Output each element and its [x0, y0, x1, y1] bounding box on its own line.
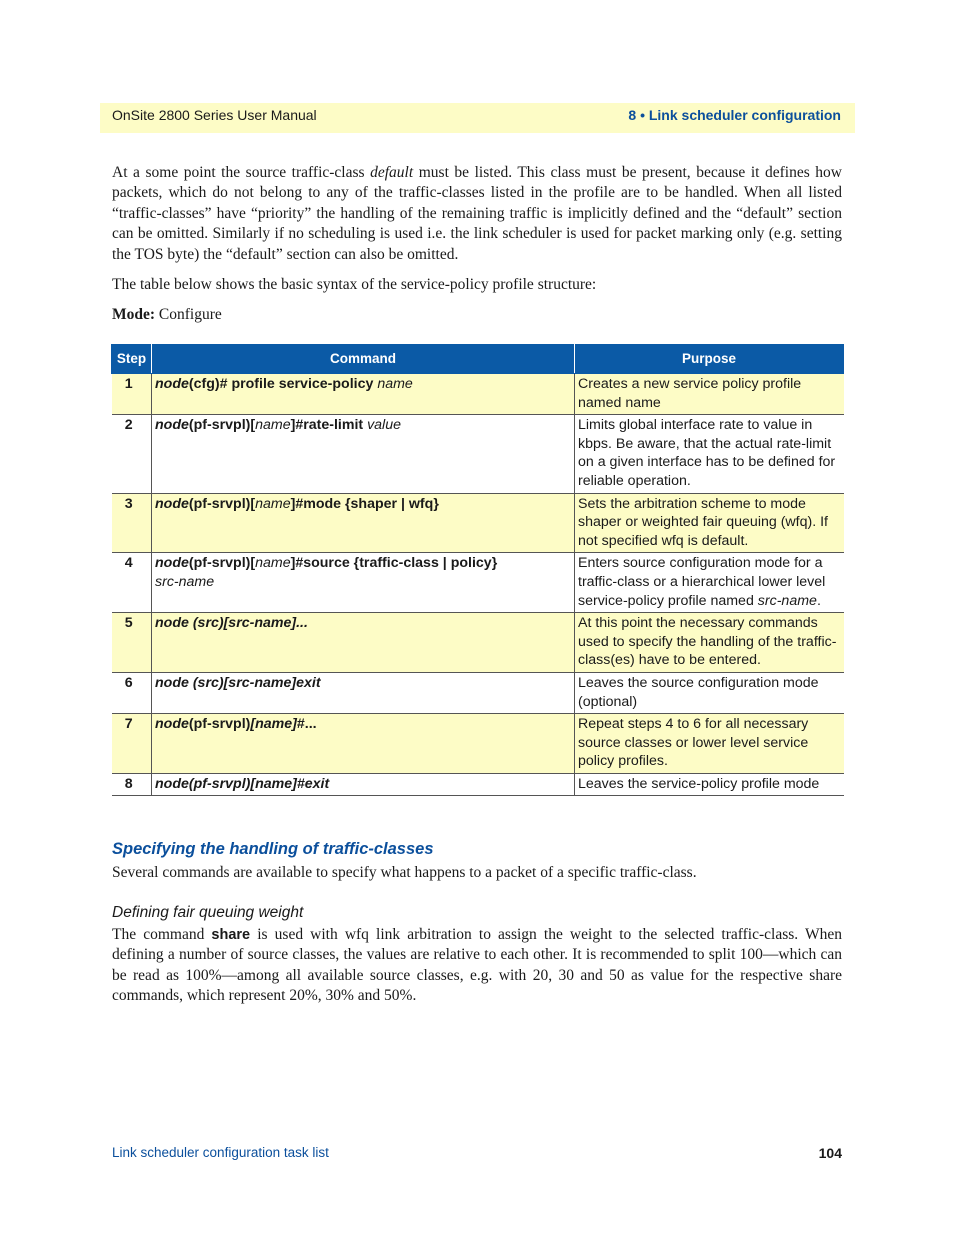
table-row [112, 493, 844, 553]
cmd-param: value [367, 417, 401, 434]
table-row [112, 613, 844, 673]
command-cell [152, 613, 575, 673]
cmd-param: name [255, 417, 291, 434]
purpose-text: Enters source configuration mode for a traffic-class or a hierarchical lower level service-policy profile named [578, 555, 826, 609]
command-cell [152, 415, 575, 493]
body-text-a: The command [112, 926, 212, 943]
command-cell [152, 374, 575, 415]
intro-text-a: At a some point the source traffic-class [112, 164, 371, 181]
step-number: 2 [112, 415, 152, 493]
step-number: 1 [112, 374, 152, 415]
running-header [100, 103, 855, 133]
step-column-header: Step [112, 345, 152, 374]
mode-label: Mode: [112, 306, 156, 323]
mode-value: Configure [155, 306, 222, 323]
command-cell [152, 493, 575, 553]
cmd-node: node [155, 495, 189, 512]
purpose-cell: Creates a new service policy profile named name [575, 374, 844, 415]
table-row [112, 415, 844, 493]
purpose-cell: Repeat steps 4 to 6 for all necessary source classes or lower level service policy profiles. [575, 714, 844, 774]
mode-line [112, 305, 842, 325]
chapter-title: 8 • Link scheduler configuration [628, 107, 841, 123]
cmd-text: node(pf-srvpl)[name]#exit [155, 775, 330, 792]
command-column-header: Command [152, 345, 575, 374]
purpose-cell [575, 553, 844, 613]
subsection-body [112, 925, 842, 1007]
command-cell [152, 714, 575, 774]
intro-paragraph [112, 163, 842, 265]
cmd-param: [name] [250, 716, 297, 733]
body-text-b: is used with wfq link arbitration to assign the weight to the selected traffic-class. When defining a number of source classes, the values are relative to each other. It is recommended to split 100—which can be read as 100%—among all available source classes, e.g. with 20, 30 and 50 as value for the respective share commands, which represent 20%, 30% and 50%. [112, 926, 842, 1005]
cmd-text: (cfg)# profile service-policy [188, 376, 378, 392]
cmd-node: node [155, 376, 189, 392]
cmd-text: (pf-srvpl)[ [188, 495, 256, 512]
purpose-cell: Leaves the service-policy profile mode [575, 773, 844, 796]
purpose-cell: Limits global interface rate to value in kbps. Be aware, that the actual rate-limit on a given interface has to be defined for reliable operation. [575, 415, 844, 493]
intro-text-b: must be listed. This class must be present, because it defines how packets, which do not belong to any of the traffic-classes listed in the profile are to be handled. When all listed “traffic-classes” have “priority” the handling of the remaining traffic is implicitly defined and the “default” section can be omitted. Similarly if no scheduling is used i.e. the link scheduler is used for packet marking only (e.g. setting the TOS byte) the “default” section can also be omitted. [112, 164, 842, 263]
table-row [112, 773, 844, 796]
table-header-row [112, 345, 844, 374]
section-heading: Specifying the handling of traffic-classes [112, 840, 434, 858]
cmd-text: (pf-srvpl) [188, 716, 251, 733]
cmd-text: (pf-srvpl)[ [188, 555, 256, 572]
purpose-cell: At this point the necessary commands used to specify the handling of the traffic-class(es) have to be entered. [575, 613, 844, 673]
footer-section-title: Link scheduler configuration task list [112, 1145, 329, 1160]
cmd-param: src-name [155, 573, 215, 590]
share-keyword: share [211, 927, 251, 943]
table-row [112, 374, 844, 415]
step-number: 4 [112, 553, 152, 613]
step-number: 6 [112, 672, 152, 713]
table-row [112, 553, 844, 613]
purpose-column-header: Purpose [575, 345, 844, 374]
step-number: 3 [112, 493, 152, 553]
cmd-text: node (src)[src-name]exit [155, 674, 321, 691]
section-body: Several commands are available to specify what happens to a packet of a specific traffic-class. [112, 864, 697, 881]
cmd-node: node [155, 417, 189, 434]
cmd-text: (pf-srvpl)[ [188, 417, 256, 434]
subsection-heading: Defining fair queuing weight [112, 904, 304, 921]
cmd-node: node [155, 716, 189, 733]
page-number: 104 [818, 1145, 842, 1161]
purpose-param: src-name [757, 592, 817, 609]
default-keyword: default [370, 164, 414, 181]
step-number: 8 [112, 773, 152, 796]
purpose-text: . [816, 592, 821, 609]
cmd-node: node [155, 555, 189, 572]
table-row [112, 672, 844, 713]
table-row [112, 714, 844, 774]
command-cell [152, 773, 575, 796]
purpose-cell: Sets the arbitration scheme to mode shaper or weighted fair queuing (wfq). If not specified wfq is default. [575, 493, 844, 553]
step-number: 5 [112, 613, 152, 673]
cmd-text: #... [296, 716, 317, 733]
command-cell [152, 672, 575, 713]
table-intro-paragraph: The table below shows the basic syntax of the service-policy profile structure: [112, 276, 597, 293]
cmd-param: name [255, 555, 291, 572]
cmd-text: node (src)[src-name]... [155, 615, 308, 632]
command-cell [152, 553, 575, 613]
cmd-text: ]#source {traffic-class | policy} [290, 555, 498, 572]
cmd-param: name [377, 376, 413, 392]
purpose-cell: Leaves the source configuration mode (optional) [575, 672, 844, 713]
command-table [111, 344, 844, 796]
step-number: 7 [112, 714, 152, 774]
cmd-text: ]#mode {shaper | wfq} [290, 495, 439, 512]
cmd-param: name [255, 495, 291, 512]
cmd-text: ]#rate-limit [290, 417, 368, 434]
manual-title: OnSite 2800 Series User Manual [112, 107, 317, 123]
